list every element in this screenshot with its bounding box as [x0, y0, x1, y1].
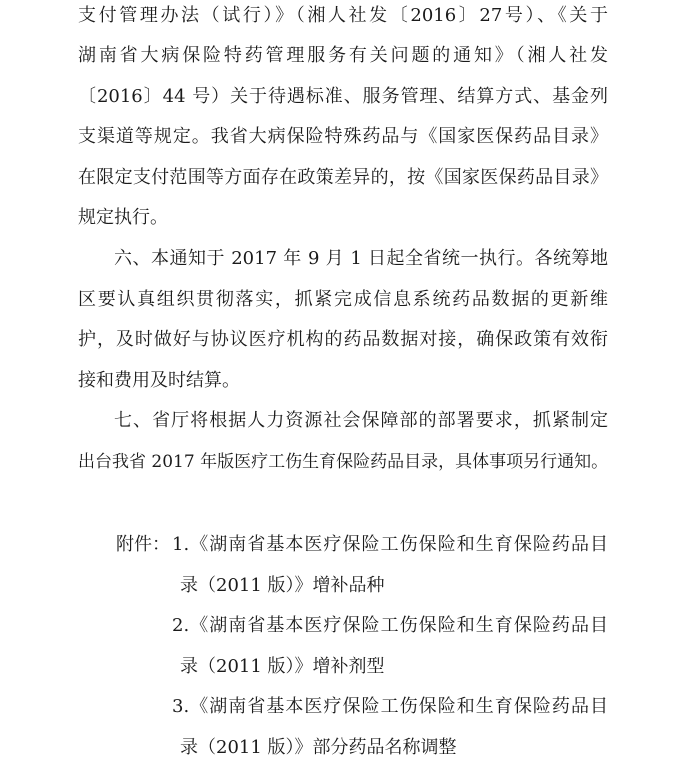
attachment-1-line-2: 录（2011 版）》增补品种: [180, 575, 385, 596]
paragraph-6-line-3: 护，及时做好与协议医疗机构的药品数据对接，确保政策有效衔: [78, 329, 608, 350]
paragraph-tail-line-3: 〔2016〕44 号）关于待遇标准、服务管理、结算方式、基金列: [78, 86, 608, 107]
attachment-2-line-1: 2.《湖南省基本医疗保险工伤保险和生育保险药品目: [172, 615, 608, 636]
paragraph-6-line-4: 接和费用及时结算。: [78, 370, 240, 391]
attachment-2-line-2: 录（2011 版）》增补剂型: [180, 656, 385, 677]
attachments-label: 附件：: [116, 534, 170, 555]
attachment-1-line-1: 1.《湖南省基本医疗保险工伤保险和生育保险药品目: [172, 534, 608, 555]
paragraph-tail-line-4: 支渠道等规定。我省大病保险特殊药品与《国家医保药品目录》: [78, 126, 608, 147]
paragraph-tail-line-5: 在限定支付范围等方面存在政策差异的，按《国家医保药品目录》: [78, 167, 608, 188]
attachment-3-line-1: 3.《湖南省基本医疗保险工伤保险和生育保险药品目: [172, 696, 608, 717]
paragraph-7-line-1: 七、省厅将根据人力资源社会保障部的部署要求，抓紧制定: [114, 410, 608, 431]
paragraph-tail-line-6: 规定执行。: [78, 207, 168, 228]
paragraph-tail-line-2: 湖南省大病保险特药管理服务有关问题的通知》（湘人社发: [78, 45, 608, 66]
attachment-3-line-2: 录（2011 版）》部分药品名称调整: [180, 737, 457, 758]
paragraph-7-line-2: 出台我省 2017 年版医疗工伤生育保险药品目录，具体事项另行通知。: [78, 452, 608, 472]
paragraph-6-line-1: 六、本通知于 2017 年 9 月 1 日起全省统一执行。各统筹地: [114, 248, 608, 269]
paragraph-tail-line-1: 支付管理办法（试行）》（湘人社发〔2016〕27号）、《关于: [78, 5, 608, 26]
paragraph-6-line-2: 区要认真组织贯彻落实，抓紧完成信息系统药品数据的更新维: [78, 289, 608, 310]
